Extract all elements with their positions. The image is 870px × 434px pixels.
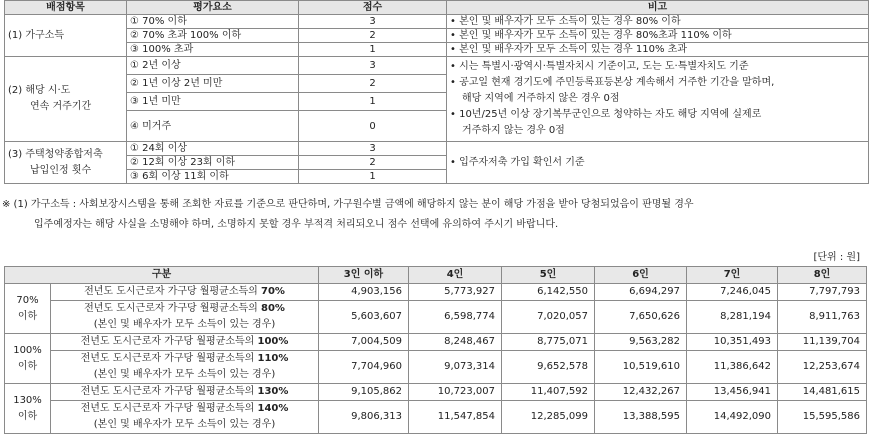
header-4-persons: 4인	[409, 267, 502, 284]
description-text: 전년도 도시근로자 가구당 월평균소득의	[80, 353, 258, 364]
income-value-cell: 11,547,854	[409, 401, 502, 434]
header-item: 배점항목	[5, 1, 127, 15]
table-row	[5, 57, 869, 75]
description-text: 전년도 도시근로자 가구당 월평균소득의	[84, 303, 261, 314]
income-value-cell: 11,139,704	[778, 334, 867, 351]
income-value-cell: 10,723,007	[409, 384, 502, 401]
score-cell: 1	[299, 170, 447, 184]
item-residence-line1: (2) 해당 시·도	[8, 85, 71, 96]
income-value-cell: 4,903,156	[319, 284, 409, 301]
element-cell: ④ 미거주	[127, 111, 299, 142]
income-value-cell: 7,797,793	[778, 284, 867, 301]
footnote	[2, 195, 866, 235]
income-value-cell: 5,603,607	[319, 301, 409, 334]
element-cell: ① 2년 이상	[127, 57, 299, 75]
description-text: 전년도 도시근로자 가구당 월평균소득의	[80, 336, 258, 347]
score-cell: 1	[299, 93, 447, 111]
score-cell: 3	[299, 57, 447, 75]
income-value-cell: 8,775,071	[502, 334, 595, 351]
income-value-cell: 10,519,610	[595, 351, 687, 384]
income-value-cell: 12,432,267	[595, 384, 687, 401]
description-percent: 100%	[257, 336, 289, 347]
table-row	[5, 351, 867, 384]
score-cell: 0	[299, 111, 447, 142]
income-description	[51, 384, 319, 401]
income-description	[51, 284, 319, 301]
income-description	[51, 334, 319, 351]
item-residence-period	[5, 57, 127, 142]
income-value-cell: 9,806,313	[319, 401, 409, 434]
residence-note-2: • 공고일 현재 경기도에 주민등록표등본상 계속해서 거주한 기간을 말하며,	[450, 77, 775, 88]
element-cell: ③ 6회 이상 11회 이하	[127, 170, 299, 184]
income-value-cell: 8,281,194	[687, 301, 778, 334]
header-5-persons: 5인	[502, 267, 595, 284]
header-6-persons: 6인	[595, 267, 687, 284]
element-cell: ① 70% 이하	[127, 15, 299, 29]
income-value-cell: 7,020,057	[502, 301, 595, 334]
table-row	[5, 29, 869, 43]
income-value-cell: 11,407,592	[502, 384, 595, 401]
element-cell: ② 12회 이상 23회 이하	[127, 156, 299, 170]
description-percent: 70%	[261, 286, 285, 297]
residence-note-4: • 10년/25년 이상 장기복무군인으로 청약하는 자도 해당 지역에 실제로	[450, 109, 762, 120]
income-value-cell: 13,388,595	[595, 401, 687, 434]
income-value-cell: 13,456,941	[687, 384, 778, 401]
table-row	[5, 142, 869, 156]
table-row	[5, 15, 869, 29]
item-savings-line2: 납입인정 횟수	[30, 164, 92, 176]
score-cell: 2	[299, 75, 447, 93]
income-value-cell: 6,598,774	[409, 301, 502, 334]
group-label-line2: 이하	[17, 410, 38, 422]
group-label-line1: 70%	[16, 294, 39, 306]
note-cell: • 본인 및 배우자가 모두 소득이 있는 경우 110% 초과	[447, 43, 869, 57]
header-category: 구분	[5, 267, 319, 284]
element-cell: ③ 1년 미만	[127, 93, 299, 111]
header-8-persons: 8인	[778, 267, 867, 284]
score-cell: 1	[299, 43, 447, 57]
residence-note-1: • 시는 특별시·광역시·특별자치시 기준이고, 도는 도·특별자치도 기준	[450, 61, 749, 72]
header-note: 비고	[447, 1, 869, 15]
footnote-line-2: 입주예정자는 해당 사실을 소명해야 하며, 소명하지 못할 경우 부적격 처리되오니 점수 선택에 유의하여 주시기 바랍니다.	[34, 219, 559, 230]
income-description	[51, 351, 319, 384]
score-table-header-row	[5, 1, 869, 15]
income-group-label	[5, 384, 51, 434]
savings-note: • 입주자저축 가입 확인서 기준	[447, 142, 869, 184]
item-subscription-savings	[5, 142, 127, 184]
income-value-cell: 14,481,615	[778, 384, 867, 401]
header-3-persons: 3인 이하	[319, 267, 409, 284]
table-row	[5, 284, 867, 301]
item-household-income: (1) 가구소득	[5, 15, 127, 57]
description-percent: 130%	[257, 386, 289, 397]
income-value-cell: 10,351,493	[687, 334, 778, 351]
score-cell: 3	[299, 142, 447, 156]
residence-note-5: 거주하지 않는 경우 0점	[462, 125, 565, 136]
item-savings-line1: (3) 주택청약종합저축	[8, 148, 103, 160]
table-row	[5, 401, 867, 434]
income-value-cell: 11,386,642	[687, 351, 778, 384]
income-value-cell: 12,285,099	[502, 401, 595, 434]
residence-note-3: 해당 지역에 거주하지 않은 경우 0점	[462, 93, 620, 104]
group-label-line1: 100%	[13, 344, 42, 356]
group-label-line1: 130%	[13, 394, 42, 406]
element-cell: ② 70% 초과 100% 이하	[127, 29, 299, 43]
item-residence-line2: 연속 거주기간	[30, 101, 92, 112]
income-value-cell: 6,142,550	[502, 284, 595, 301]
group-label-line2: 이하	[17, 360, 38, 372]
income-group-label	[5, 284, 51, 334]
income-value-cell: 9,652,578	[502, 351, 595, 384]
income-value-cell: 6,694,297	[595, 284, 687, 301]
table-row	[5, 43, 869, 57]
income-value-cell: 7,004,509	[319, 334, 409, 351]
table-row	[5, 334, 867, 351]
description-text: 전년도 도시근로자 가구당 월평균소득의	[80, 386, 258, 397]
group-label-line2: 이하	[17, 310, 38, 322]
income-value-cell: 15,595,586	[778, 401, 867, 434]
description-percent: 140%	[257, 403, 289, 414]
element-cell: ③ 100% 초과	[127, 43, 299, 57]
income-value-cell: 14,492,090	[687, 401, 778, 434]
description-condition: (본인 및 배우자가 모두 소득이 있는 경우)	[93, 419, 276, 430]
description-condition: (본인 및 배우자가 모두 소득이 있는 경우)	[93, 319, 276, 330]
score-criteria-table	[4, 0, 869, 184]
residence-notes	[447, 57, 869, 142]
income-value-cell: 12,253,674	[778, 351, 867, 384]
score-cell: 2	[299, 29, 447, 43]
description-percent: 80%	[261, 303, 285, 314]
income-value-cell: 8,911,763	[778, 301, 867, 334]
income-description	[51, 401, 319, 434]
description-condition: (본인 및 배우자가 모두 소득이 있는 경우)	[93, 369, 276, 380]
income-value-cell: 5,773,927	[409, 284, 502, 301]
income-value-cell: 7,704,960	[319, 351, 409, 384]
score-cell: 2	[299, 156, 447, 170]
description-text: 전년도 도시근로자 가구당 월평균소득의	[80, 403, 258, 414]
description-percent: 110%	[257, 353, 289, 364]
unit-label: [단위 : 원]	[813, 252, 860, 263]
header-7-persons: 7인	[687, 267, 778, 284]
score-cell: 3	[299, 15, 447, 29]
income-value-cell: 7,246,045	[687, 284, 778, 301]
note-cell: • 본인 및 배우자가 모두 소득이 있는 경우 80%초과 110% 이하	[447, 29, 869, 43]
footnote-line-1: ※ (1) 가구소득 : 사회보장시스템을 통해 조회한 자료를 기준으로 판단하며, 가구원수별 금액에 해당하지 않는 분이 해당 가점을 받아 당첨되었음이 판명될 경우	[2, 199, 694, 210]
income-threshold-table	[4, 266, 867, 434]
income-value-cell: 8,248,467	[409, 334, 502, 351]
description-text: 전년도 도시근로자 가구당 월평균소득의	[84, 286, 261, 297]
income-table-body	[5, 284, 867, 434]
header-element: 평가요소	[127, 1, 299, 15]
element-cell: ① 24회 이상	[127, 142, 299, 156]
income-value-cell: 9,073,314	[409, 351, 502, 384]
table-row	[5, 384, 867, 401]
note-cell: • 본인 및 배우자가 모두 소득이 있는 경우 80% 이하	[447, 15, 869, 29]
element-cell: ② 1년 이상 2년 미만	[127, 75, 299, 93]
header-score: 점수	[299, 1, 447, 15]
income-group-label	[5, 334, 51, 384]
income-value-cell: 7,650,626	[595, 301, 687, 334]
income-value-cell: 9,105,862	[319, 384, 409, 401]
income-value-cell: 9,563,282	[595, 334, 687, 351]
income-description	[51, 301, 319, 334]
table-row	[5, 301, 867, 334]
income-table-header-row	[5, 267, 867, 284]
